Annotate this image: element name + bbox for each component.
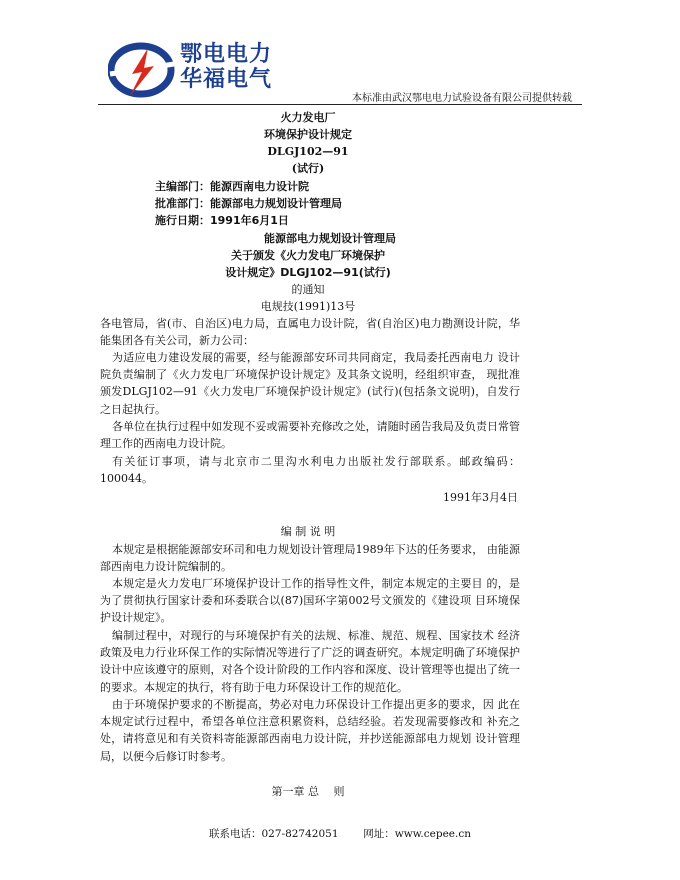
notice-recipients: 各电管局，省(市、自治区)电力局，直属电力设计院，省(自治区)电力勘测设计院，华能集团各有关公司，新力公司： [100,317,520,348]
header-note: 本标准由武汉鄂电电力试验设备有限公司提供转载 [352,93,572,104]
explanation-paragraph-1: 本规定是根据能源部安环司和电力规划设计管理局1989年下达的任务要求， 由能源部西南电力设计院编制的。 [100,543,520,574]
doc-title-line1: 火力发电厂 [280,111,336,124]
explanation-paragraph-4: 由于环境保护要求的不断提高，势必对电力环保设计工作提出更多的要求，因 此在本规定试行过程中，希望各单位注意积累资料，总结经验。若发现需要修改和 补充之处，请将意见和有关资料寄能源部西南电力设计院，并抄送能源部电力规划 设计管理局，以便今后修订时参考。 [100,698,520,763]
logo-emblem-icon [108,40,178,100]
meta-date: 施行日期：1991年6月1日 [155,214,289,227]
doc-trial: (试行) [291,162,325,175]
notice-paragraph-1: 为适应电力建设发展的需要，经与能源部安环司共同商定，我局委托西南电力 设计院负责编制了《火力发电厂环境保护设计规定》及其条文说明，经组织审查， 现批准颁发DLGJ102—91《火力发电厂环境保护设计规定》(试行)(包括条文说明)，自发行之日起执行。 [100,351,520,416]
notice-doc-number: 电规技(1991)13号 [260,300,356,313]
notice-date: 1991年3月4日 [443,491,518,504]
header-divider [98,104,582,105]
notice-paragraph-3: 有关征订事项，请与北京市二里沟水利电力出版社发行部联系。邮政编码：100044。 [100,455,520,486]
logo-line-1: 鄂电电力 [180,42,273,67]
page-footer [0,826,680,841]
doc-code: DLGJ102—91 [267,145,349,158]
footer-website[interactable]: 网址：www.cepee.cn [363,828,471,840]
logo-line-2: 华福电气 [180,67,273,92]
company-logo [108,40,278,100]
explanation-paragraph-2: 本规定是火力发电厂环境保护设计工作的指导性文件，制定本规定的主要目 的，是为了贯彻执行国家计委和环委联合以(87)国环字第002号文颁发的《建设项 目环境保护设计规定》。 [100,577,520,625]
meta-editor: 主编部门：能源西南电力设计院 [155,180,309,193]
notice-issuer: 能源部电力规划设计管理局 [264,232,396,245]
footer-phone: 联系电话：027-82742051 [208,828,339,840]
notice-title-3: 的通知 [291,283,325,296]
meta-approver: 批准部门：能源部电力规划设计管理局 [155,197,342,210]
explanation-paragraph-3: 编制过程中，对现行的与环境保护有关的法规、标准、规范、规程、国家技术 经济政策及电力行业环保工作的实际情况等进行了广泛的调查研究。本规定明确了环境保护设计中应该遵守的原则，对各个设计阶段的工作内容和深度、设计管理等也提出了统一的要求。本规定的执行，将有助于电力环保设计工作的规范化。 [100,629,520,694]
notice-title-2: 设计规定》DLGJ102—91(试行) [225,266,391,279]
logo-wordmark [180,42,272,92]
notice-paragraph-2: 各单位在执行过程中如发现不妥或需要补充修改之处，请随时函告我局及负责日常管理工作的西南电力设计院。 [100,420,520,451]
doc-title-line2: 环境保护设计规定 [264,128,352,141]
chapter-title: 第一章 总 则 [271,785,345,798]
notice-title-1: 关于颁发《火力发电厂环境保护 [231,249,385,262]
explanation-heading: 编 制 说 明 [280,525,336,538]
